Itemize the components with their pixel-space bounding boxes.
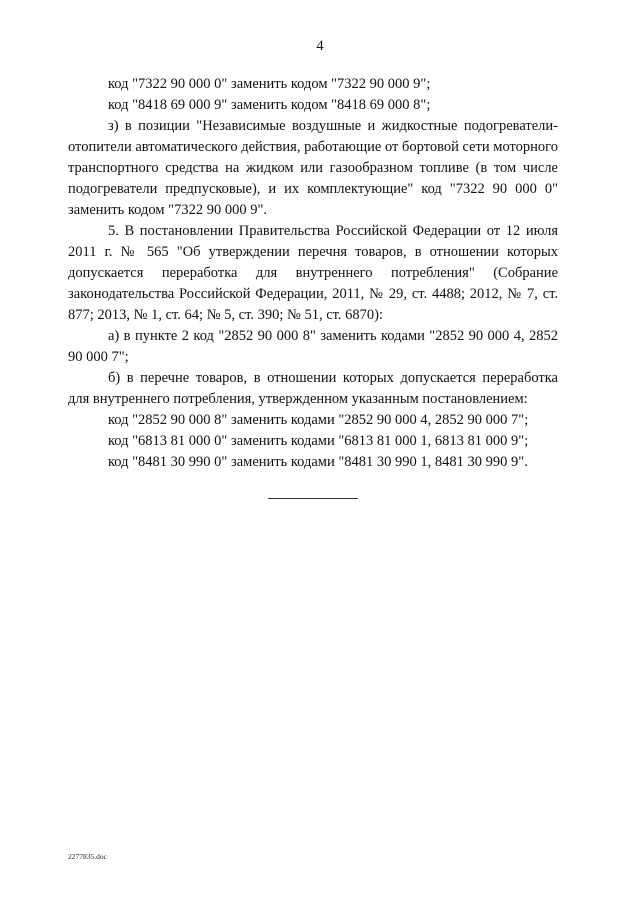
paragraph-code-replace-7322: код "7322 90 000 0" заменить кодом "7322 90 000 9";	[108, 76, 431, 92]
paragraph-code-replace-6813: код "6813 81 000 0" заменить кодами "6813 81 000 1, 6813 81 000 9";	[108, 433, 529, 449]
paragraph-code-replace-2852: код "2852 90 000 8" заменить кодами "2852 90 000 4, 2852 90 000 7";	[108, 412, 529, 428]
closing-divider-line	[268, 498, 358, 499]
paragraph-code-replace-8418: код "8418 69 000 9" заменить кодом "8418 69 000 8";	[108, 97, 431, 113]
paragraph-item-a: а) в пункте 2 код "2852 90 000 8" заменить кодами "2852 90 000 4, 2852 90 000 7";	[68, 328, 558, 365]
document-body	[68, 74, 558, 473]
paragraph-code-replace-8481: код "8481 30 990 0" заменить кодами "8481 30 990 1, 8481 30 990 9".	[108, 454, 528, 470]
paragraph-item-5-resolution: 5. В постановлении Правительства Российской Федерации от 12 июля 2011 г. № 565 "Об утверждении перечня товаров, в отношении которых допускается переработка для внутреннего потребления" (Собрание законодательства Российской Федерации, 2011, № 29, ст. 4488; 2012, № 7, ст. 877; 2013, № 1, ст. 64; № 5, ст. 390; № 51, ст. 6870):	[68, 223, 558, 323]
paragraph-item-z-heaters: з) в позиции "Независимые воздушные и жидкостные подогреватели-отопители автоматического действия, работающие от бортовой сети моторного транспортного средства на жидком или газообразном топливе (в том числе подогреватели предпусковые), и их комплектующие" код "7322 90 000 0" заменить кодом "7322 90 000 9".	[68, 118, 558, 218]
page-number: 4	[316, 38, 324, 54]
footer-document-code: 2277835.doc	[68, 852, 107, 861]
paragraph-item-b: б) в перечне товаров, в отношении которых допускается переработка для внутреннего потребления, утвержденном указанным постановлением:	[68, 370, 558, 407]
